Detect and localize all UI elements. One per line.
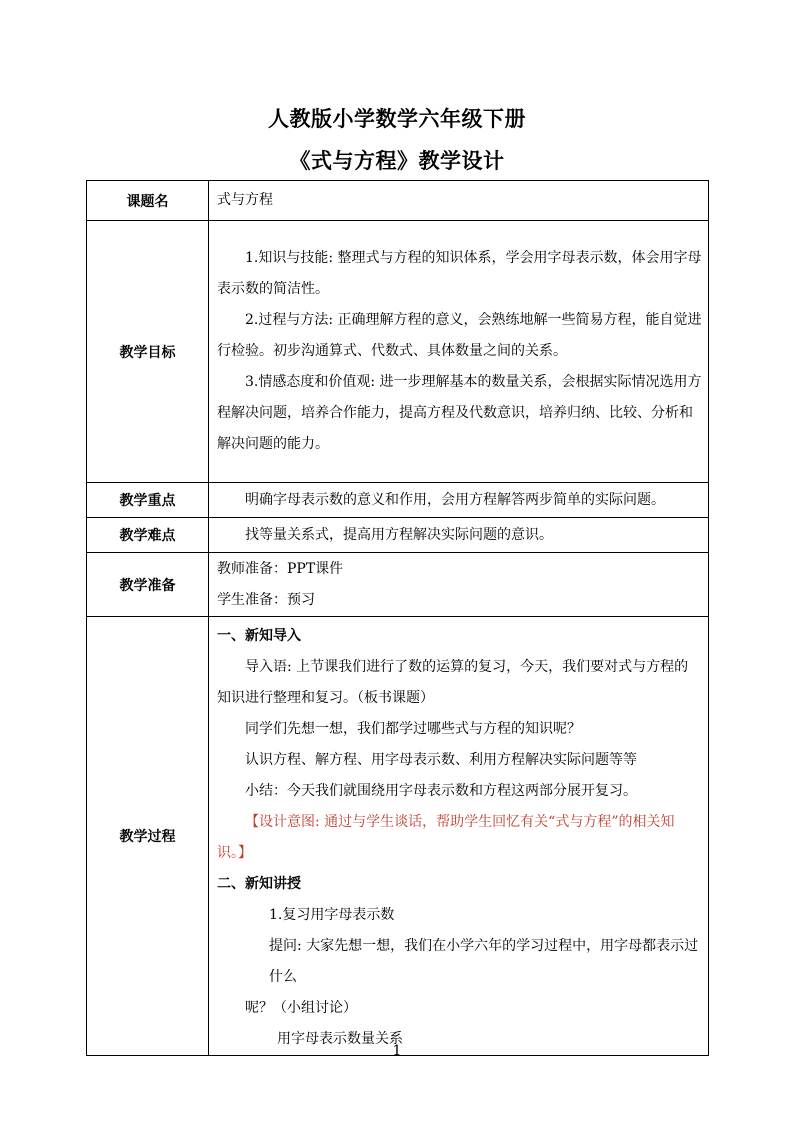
topic-value: 式与方程 [217,192,273,208]
lesson-plan-table [86,180,709,1056]
cell-process [209,617,709,1056]
cell-difficulties [209,518,709,553]
label-topic: 课题名 [87,181,209,221]
label-key-points: 教学重点 [87,483,209,518]
goal-item-3: 3.情感态度和价值观: 进一步理解基本的数量关系，会根据实际情况选用方程解决问题，培养合作能力，提高方程及代数意识，培养归纳、比较、分析和解决问题的能力。 [217,374,702,452]
process-answer: 认识方程、解方程、用字母表示数、利用方程解决实际问题等等 [245,752,637,768]
cell-goals [209,221,709,483]
process-ask-line1: 提问: 大家先想一想，我们在小学六年的学习过程中，用字母都表示过什么 [269,938,699,985]
label-preparation: 教学准备 [87,553,209,617]
process-question: 同学们先想一想，我们都学过哪些式与方程的知识呢？ [245,721,581,737]
row-process [87,617,709,1056]
subsection-1: 1.复习用字母表示数 [269,907,395,923]
document-title-line2: 《式与方程》教学设计 [289,148,505,173]
cell-preparation [209,553,709,617]
section1-heading: 一、新知导入 [217,628,301,644]
goal-item-1: 1.知识与技能: 整理式与方程的知识体系，学会用字母表示数，体会用字母表示数的简洁性。 [217,250,702,297]
row-difficulties [87,518,709,553]
label-process: 教学过程 [87,617,209,1056]
process-ask-line2: 呢？（小组讨论） [245,1000,357,1016]
row-preparation [87,553,709,617]
page-number: 1 [392,1043,402,1059]
row-key-points [87,483,709,518]
section2-heading: 二、新知讲授 [217,876,301,892]
process-last-line: 用字母表示数量关系 [277,1031,403,1047]
key-points-value: 明确字母表示数的意义和作用，会用方程解答两步简单的实际问题。 [245,491,665,508]
label-difficulties: 教学难点 [87,518,209,553]
difficulties-value: 找等量关系式，提高用方程解决实际问题的意识。 [245,526,553,543]
label-goals: 教学目标 [87,221,209,483]
prep-teacher: 教师准备：PPT课件 [217,560,344,577]
process-intro: 导入语: 上节课我们进行了数的运算的复习，今天，我们要对式与方程的知识进行整理和复习。（板书课题） [217,659,689,706]
row-goals [87,221,709,483]
document-title-line1: 人教版小学数学六年级下册 [268,106,526,131]
cell-key-points [209,483,709,518]
cell-topic [209,181,709,221]
row-topic [87,181,709,221]
goal-item-2: 2.过程与方法: 正确理解方程的意义，会熟练地解一些简易方程，能自觉进行检验。初步沟通算式、代数式、具体数量之间的关系。 [217,312,702,359]
process-summary: 小结：今天我们就围绕用字母表示数和方程这两部分展开复习。 [245,783,637,799]
prep-student: 学生准备：预习 [217,591,315,608]
design-intent-note: 【设计意图: 通过与学生谈话，帮助学生回忆有关“式与方程”的相关知识。】 [217,814,675,861]
